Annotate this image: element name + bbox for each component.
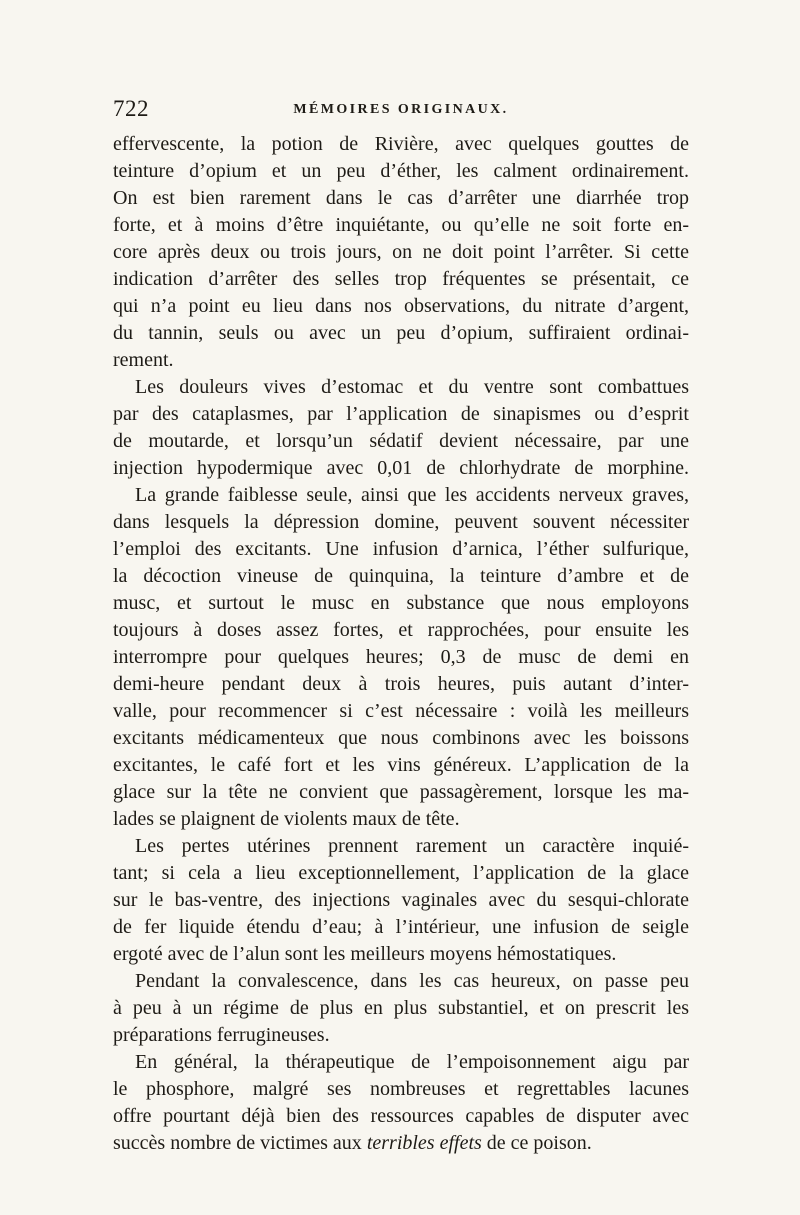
text-line: La grande faiblesse seule, ainsi que les accidents nerveux graves, [135, 484, 689, 506]
text-line: du tannin, seuls ou avec un peu d’opium, suffiraient ordinai- [113, 322, 689, 344]
text-line: demi-heure pendant deux à trois heures, puis autant d’inter- [113, 673, 689, 695]
text-line: la décoction vineuse de quinquina, la teinture d’ambre et de [113, 565, 689, 587]
text-line: excitants médicamenteux que nous combinons avec les boissons [113, 727, 689, 749]
text-line: de fer liquide étendu d’eau; à l’intérieur, une infusion de seigle [113, 916, 689, 938]
text-line: sur le bas-ventre, des injections vaginales avec du sesqui-chlorate [113, 889, 689, 911]
text-segment: de ce poison. [486, 1132, 592, 1154]
italic-emphasis: terribles effets [366, 1132, 482, 1154]
text-line: par des cataplasmes, par l’application de sinapismes ou d’esprit [113, 403, 689, 425]
text-line: Les pertes utérines prennent rarement un caractère inquié- [135, 835, 689, 857]
text-line: Pendant la convalescence, dans les cas heureux, on passe peu [135, 970, 689, 992]
body-text [113, 131, 689, 1157]
running-title: MÉMOIRES ORIGINAUX. [293, 102, 509, 117]
text-line: effervescente, la potion de Rivière, avec quelques gouttes de [113, 133, 689, 155]
text-line: le phosphore, malgré ses nombreuses et regrettables lacunes [113, 1078, 689, 1100]
text-line: de moutarde, et lorsqu’un sédatif devient nécessaire, par une [113, 430, 689, 452]
page-header [113, 96, 689, 126]
text-segment: succès nombre de victimes aux [113, 1132, 362, 1154]
text-line: dans lesquels la dépression domine, peuvent souvent nécessiter [113, 511, 689, 533]
text-line: On est bien rarement dans le cas d’arrêter une diarrhée trop [113, 187, 689, 209]
text-line: ergoté avec de l’alun sont les meilleurs moyens hémostatiques. [113, 943, 617, 965]
text-line: qui n’a point eu lieu dans nos observations, du nitrate d’argent, [113, 295, 689, 317]
text-line: indication d’arrêter des selles trop fréquentes se présentait, ce [113, 268, 689, 290]
text-line: forte, et à moins d’être inquiétante, ou qu’elle ne soit forte en- [113, 214, 689, 236]
text-line: injection hypodermique avec 0,01 de chlorhydrate de morphine. [113, 457, 689, 479]
text-line: rement. [113, 349, 174, 371]
text-line: préparations ferrugineuses. [113, 1024, 330, 1046]
text-line: Les douleurs vives d’estomac et du ventre sont combattues [135, 376, 689, 398]
text-line: En général, la thérapeutique de l’empoisonnement aigu par [135, 1051, 689, 1073]
text-line: offre pourtant déjà bien des ressources capables de disputer avec [113, 1105, 689, 1127]
text-line: musc, et surtout le musc en substance que nous employons [113, 592, 689, 614]
text-line: excitantes, le café fort et les vins généreux. L’application de la [113, 754, 689, 776]
text-line: interrompre pour quelques heures; 0,3 de musc de demi en [113, 646, 689, 668]
page-number: 722 [113, 96, 149, 121]
text-line: valle, pour recommencer si c’est nécessaire : voilà les meilleurs [113, 700, 689, 722]
text-line: core après deux ou trois jours, on ne doit point l’arrêter. Si cette [113, 241, 689, 263]
text-line-final [113, 1130, 689, 1157]
text-line: glace sur la tête ne convient que passagèrement, lorsque les ma- [113, 781, 689, 803]
text-line: à peu à un régime de plus en plus substantiel, et on prescrit les [113, 997, 689, 1019]
text-line: lades se plaignent de violents maux de tête. [113, 808, 460, 830]
text-line: tant; si cela a lieu exceptionnellement, l’application de la glace [113, 862, 689, 884]
text-line: toujours à doses assez fortes, et rapprochées, pour ensuite les [113, 619, 689, 641]
text-line: l’emploi des excitants. Une infusion d’arnica, l’éther sulfurique, [113, 538, 689, 560]
text-line: teinture d’opium et un peu d’éther, les calment ordinairement. [113, 160, 689, 182]
